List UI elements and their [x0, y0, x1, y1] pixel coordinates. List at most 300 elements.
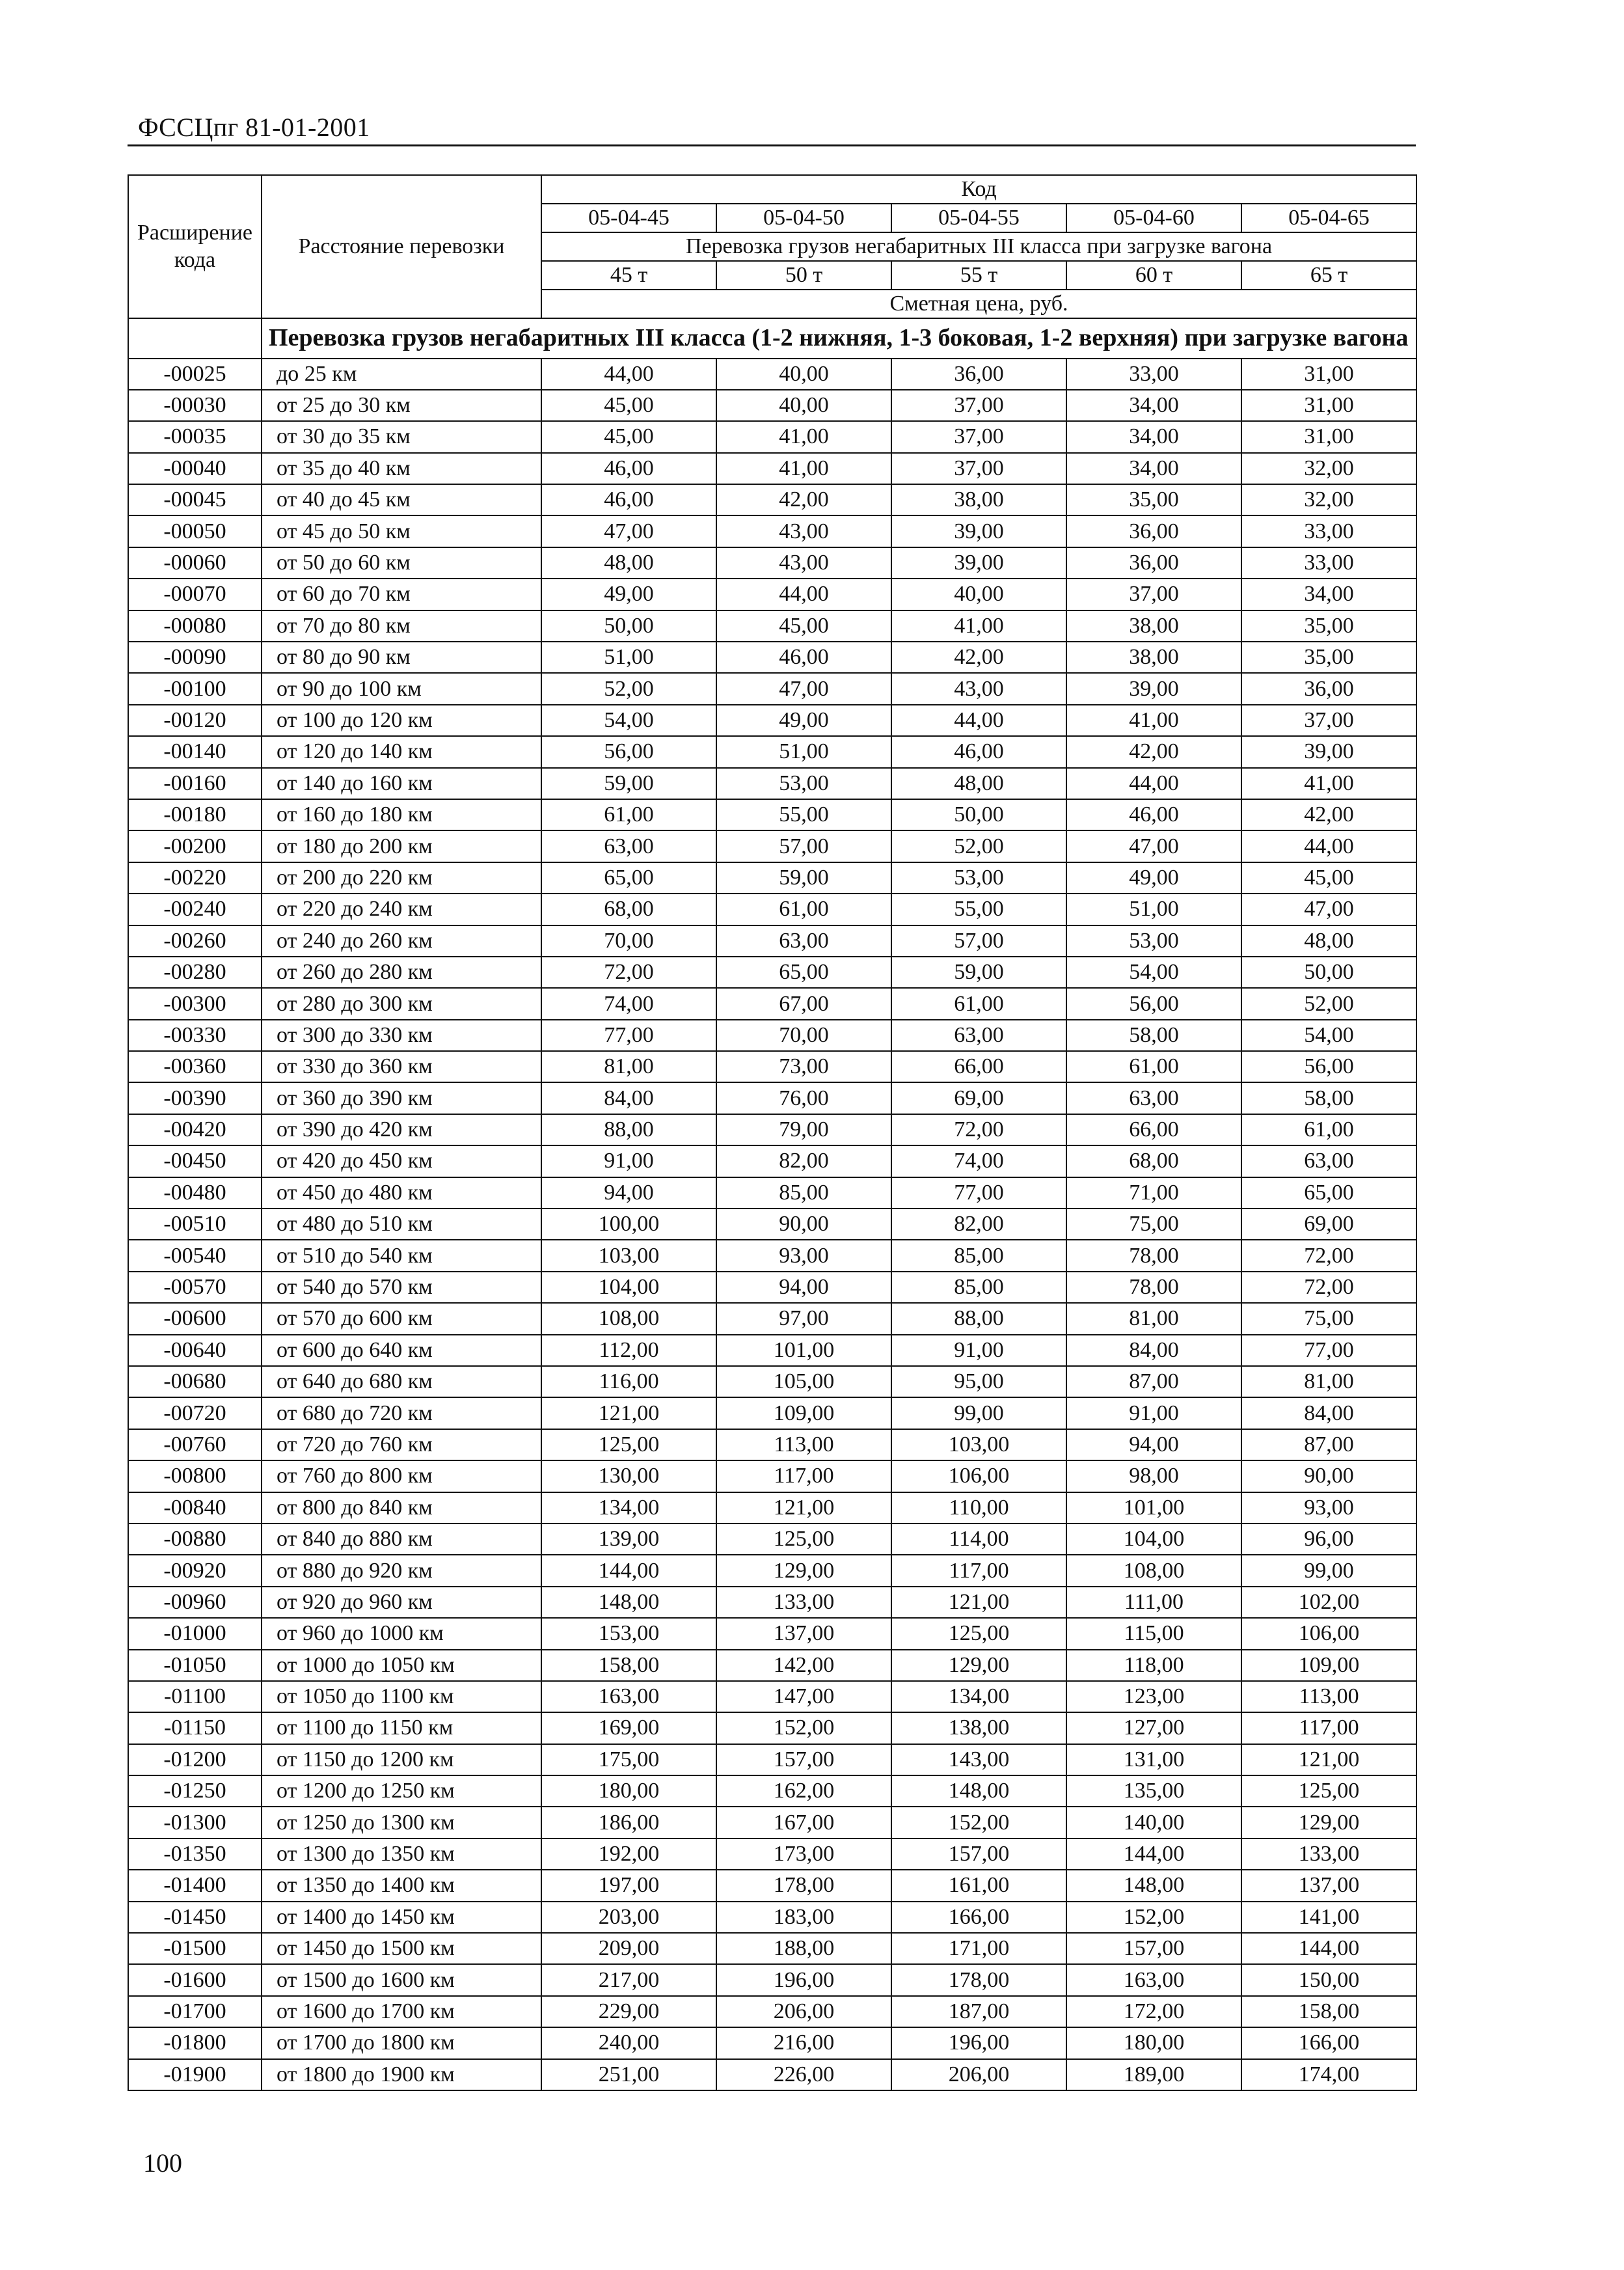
row-code: -00060 — [128, 547, 262, 579]
price-cell: 81,00 — [541, 1051, 716, 1082]
price-cell: 42,00 — [1066, 736, 1241, 767]
table-row — [128, 1429, 1416, 1460]
price-cell: 125,00 — [1241, 1775, 1416, 1807]
price-cell: 46,00 — [1066, 799, 1241, 830]
price-cell: 44,00 — [716, 579, 891, 610]
price-cell: 44,00 — [541, 359, 716, 390]
price-cell: 178,00 — [716, 1870, 891, 1901]
price-cell: 157,00 — [716, 1744, 891, 1775]
price-cell: 49,00 — [1066, 862, 1241, 894]
row-code: -00050 — [128, 515, 262, 547]
row-distance: от 330 до 360 км — [262, 1051, 541, 1082]
row-code: -00240 — [128, 894, 262, 925]
price-cell: 61,00 — [541, 799, 716, 830]
price-cell: 123,00 — [1066, 1681, 1241, 1712]
price-cell: 82,00 — [891, 1209, 1066, 1240]
price-cell: 90,00 — [716, 1209, 891, 1240]
price-cell: 106,00 — [891, 1460, 1066, 1492]
price-unit-header: Сметная цена, руб. — [541, 290, 1416, 318]
price-cell: 70,00 — [541, 925, 716, 957]
row-code: -00880 — [128, 1524, 262, 1555]
price-cell: 79,00 — [716, 1114, 891, 1145]
price-cell: 69,00 — [891, 1082, 1066, 1114]
price-cell: 144,00 — [1241, 1933, 1416, 1964]
price-cell: 129,00 — [1241, 1807, 1416, 1838]
price-cell: 84,00 — [1241, 1397, 1416, 1429]
price-cell: 41,00 — [1241, 768, 1416, 799]
row-code: -00510 — [128, 1209, 262, 1240]
row-distance: от 1600 до 1700 км — [262, 1996, 541, 2027]
table-row — [128, 1744, 1416, 1775]
page-number: 100 — [143, 2148, 182, 2178]
load-header: 65 т — [1241, 261, 1416, 290]
price-cell: 43,00 — [891, 673, 1066, 704]
price-cell: 47,00 — [716, 673, 891, 704]
row-distance: от 1800 до 1900 км — [262, 2059, 541, 2090]
price-cell: 101,00 — [716, 1335, 891, 1366]
price-cell: 158,00 — [1241, 1996, 1416, 2027]
price-cell: 78,00 — [1066, 1272, 1241, 1303]
price-cell: 162,00 — [716, 1775, 891, 1807]
price-cell: 229,00 — [541, 1996, 716, 2027]
price-cell: 61,00 — [1241, 1114, 1416, 1145]
price-cell: 51,00 — [1066, 894, 1241, 925]
price-cell: 152,00 — [1066, 1902, 1241, 1933]
price-cell: 38,00 — [1066, 610, 1241, 642]
price-cell: 112,00 — [541, 1335, 716, 1366]
price-cell: 121,00 — [1241, 1744, 1416, 1775]
price-cell: 87,00 — [1241, 1429, 1416, 1460]
price-cell: 166,00 — [891, 1902, 1066, 1933]
table-row — [128, 1272, 1416, 1303]
price-cell: 37,00 — [891, 453, 1066, 484]
price-cell: 166,00 — [1241, 2027, 1416, 2058]
price-cell: 59,00 — [716, 862, 891, 894]
row-code: -00140 — [128, 736, 262, 767]
table-row — [128, 862, 1416, 894]
price-cell: 148,00 — [1066, 1870, 1241, 1901]
price-cell: 53,00 — [891, 862, 1066, 894]
price-cell: 65,00 — [541, 862, 716, 894]
price-cell: 58,00 — [1066, 1020, 1241, 1051]
price-cell: 96,00 — [1241, 1524, 1416, 1555]
row-distance: от 25 до 30 км — [262, 390, 541, 421]
price-cell: 134,00 — [891, 1681, 1066, 1712]
price-cell: 173,00 — [716, 1839, 891, 1870]
price-cell: 65,00 — [716, 957, 891, 988]
price-cell: 103,00 — [891, 1429, 1066, 1460]
price-cell: 33,00 — [1241, 547, 1416, 579]
row-distance: от 90 до 100 км — [262, 673, 541, 704]
price-cell: 48,00 — [1241, 925, 1416, 957]
price-cell: 78,00 — [1066, 1240, 1241, 1271]
price-cell: 53,00 — [716, 768, 891, 799]
price-cell: 40,00 — [716, 359, 891, 390]
price-cell: 158,00 — [541, 1650, 716, 1681]
table-row — [128, 1335, 1416, 1366]
price-cell: 46,00 — [891, 736, 1066, 767]
table-row — [128, 1114, 1416, 1145]
column-header-extension: Расширение кода — [128, 175, 262, 318]
price-cell: 45,00 — [541, 390, 716, 421]
price-cell: 116,00 — [541, 1366, 716, 1397]
price-cell: 143,00 — [891, 1744, 1066, 1775]
price-cell: 77,00 — [891, 1177, 1066, 1209]
price-cell: 187,00 — [891, 1996, 1066, 2027]
price-cell: 183,00 — [716, 1902, 891, 1933]
price-cell: 111,00 — [1066, 1587, 1241, 1618]
price-cell: 153,00 — [541, 1618, 716, 1649]
table-row — [128, 799, 1416, 830]
table-row — [128, 421, 1416, 452]
price-cell: 121,00 — [541, 1397, 716, 1429]
price-cell: 101,00 — [1066, 1492, 1241, 1524]
row-distance: от 1500 до 1600 км — [262, 1964, 541, 1995]
row-code: -00100 — [128, 673, 262, 704]
price-cell: 114,00 — [891, 1524, 1066, 1555]
price-cell: 144,00 — [541, 1555, 716, 1586]
table-row — [128, 1209, 1416, 1240]
row-code: -00070 — [128, 579, 262, 610]
price-cell: 56,00 — [541, 736, 716, 767]
table-row — [128, 2027, 1416, 2058]
price-cell: 94,00 — [1066, 1429, 1241, 1460]
price-cell: 42,00 — [1241, 799, 1416, 830]
table-row — [128, 1618, 1416, 1649]
row-distance: от 960 до 1000 км — [262, 1618, 541, 1649]
price-cell: 196,00 — [891, 2027, 1066, 2058]
row-distance: от 390 до 420 км — [262, 1114, 541, 1145]
price-cell: 61,00 — [1066, 1051, 1241, 1082]
price-cell: 188,00 — [716, 1933, 891, 1964]
price-cell: 106,00 — [1241, 1618, 1416, 1649]
row-distance: от 480 до 510 км — [262, 1209, 541, 1240]
price-cell: 206,00 — [891, 2059, 1066, 2090]
price-cell: 85,00 — [891, 1240, 1066, 1271]
table-row — [128, 1839, 1416, 1870]
row-distance: от 280 до 300 км — [262, 988, 541, 1019]
table-row — [128, 484, 1416, 515]
row-distance: от 40 до 45 км — [262, 484, 541, 515]
row-distance: от 80 до 90 км — [262, 642, 541, 673]
price-cell: 37,00 — [891, 421, 1066, 452]
table-row — [128, 1366, 1416, 1397]
table-row — [128, 547, 1416, 579]
price-cell: 47,00 — [1241, 894, 1416, 925]
table-row — [128, 894, 1416, 925]
row-code: -00025 — [128, 359, 262, 390]
load-header: 60 т — [1066, 261, 1241, 290]
price-cell: 75,00 — [1241, 1303, 1416, 1334]
row-distance: от 45 до 50 км — [262, 515, 541, 547]
price-cell: 113,00 — [1241, 1681, 1416, 1712]
price-cell: 48,00 — [891, 768, 1066, 799]
price-cell: 109,00 — [1241, 1650, 1416, 1681]
row-code: -00360 — [128, 1051, 262, 1082]
row-distance: от 60 до 70 км — [262, 579, 541, 610]
price-cell: 91,00 — [541, 1145, 716, 1177]
row-code: -00180 — [128, 799, 262, 830]
table-row — [128, 957, 1416, 988]
table-row — [128, 2059, 1416, 2090]
price-cell: 40,00 — [891, 579, 1066, 610]
table-row — [128, 1524, 1416, 1555]
price-cell: 209,00 — [541, 1933, 716, 1964]
row-distance: от 160 до 180 км — [262, 799, 541, 830]
price-cell: 51,00 — [716, 736, 891, 767]
row-code: -01000 — [128, 1618, 262, 1649]
row-code: -01050 — [128, 1650, 262, 1681]
price-cell: 139,00 — [541, 1524, 716, 1555]
price-cell: 174,00 — [1241, 2059, 1416, 2090]
table-row — [128, 925, 1416, 957]
header-divider — [128, 144, 1416, 146]
row-distance: от 260 до 280 км — [262, 957, 541, 988]
row-code: -00330 — [128, 1020, 262, 1051]
table-header — [128, 175, 1416, 318]
price-cell: 63,00 — [1241, 1145, 1416, 1177]
price-cell: 152,00 — [891, 1807, 1066, 1838]
row-distance: от 1150 до 1200 км — [262, 1744, 541, 1775]
table-row — [128, 1177, 1416, 1209]
price-cell: 171,00 — [891, 1933, 1066, 1964]
table-row — [128, 988, 1416, 1019]
price-cell: 36,00 — [891, 359, 1066, 390]
table-row — [128, 610, 1416, 642]
price-cell: 47,00 — [541, 515, 716, 547]
row-distance: от 920 до 960 км — [262, 1587, 541, 1618]
price-cell: 84,00 — [541, 1082, 716, 1114]
price-cell: 58,00 — [1241, 1082, 1416, 1114]
price-cell: 61,00 — [891, 988, 1066, 1019]
table-row — [128, 1492, 1416, 1524]
price-cell: 49,00 — [541, 579, 716, 610]
price-cell: 57,00 — [891, 925, 1066, 957]
price-cell: 93,00 — [1241, 1492, 1416, 1524]
price-cell: 129,00 — [716, 1555, 891, 1586]
load-group-header: Перевозка грузов негабаритных III класса при загрузке вагона — [541, 232, 1416, 261]
row-code: -01150 — [128, 1712, 262, 1744]
price-cell: 51,00 — [541, 642, 716, 673]
row-code: -00840 — [128, 1492, 262, 1524]
price-cell: 217,00 — [541, 1964, 716, 1995]
price-cell: 125,00 — [716, 1524, 891, 1555]
code-header: 05-04-50 — [716, 204, 891, 232]
price-cell: 77,00 — [541, 1020, 716, 1051]
row-code: -01500 — [128, 1933, 262, 1964]
row-distance: от 1700 до 1800 км — [262, 2027, 541, 2058]
price-cell: 41,00 — [891, 610, 1066, 642]
row-distance: от 840 до 880 км — [262, 1524, 541, 1555]
price-cell: 167,00 — [716, 1807, 891, 1838]
price-cell: 85,00 — [716, 1177, 891, 1209]
price-cell: 53,00 — [1066, 925, 1241, 957]
table-row — [128, 1807, 1416, 1838]
table-row — [128, 1555, 1416, 1586]
price-cell: 203,00 — [541, 1902, 716, 1933]
table-row — [128, 1775, 1416, 1807]
price-cell: 40,00 — [716, 390, 891, 421]
price-cell: 206,00 — [716, 1996, 891, 2027]
row-distance: от 1300 до 1350 км — [262, 1839, 541, 1870]
row-code: -00960 — [128, 1587, 262, 1618]
price-cell: 31,00 — [1241, 390, 1416, 421]
section-title: Перевозка грузов негабаритных III класса (1-2 нижняя, 1-3 боковая, 1-2 верхняя) при загрузке вагона — [262, 318, 1416, 359]
column-header-distance: Расстояние перевозки — [262, 175, 541, 318]
price-cell: 180,00 — [541, 1775, 716, 1807]
row-code: -00090 — [128, 642, 262, 673]
price-cell: 54,00 — [541, 705, 716, 736]
price-cell: 108,00 — [541, 1303, 716, 1334]
price-cell: 98,00 — [1066, 1460, 1241, 1492]
price-cell: 39,00 — [891, 547, 1066, 579]
row-code: -01300 — [128, 1807, 262, 1838]
row-code: -00035 — [128, 421, 262, 452]
row-code: -00040 — [128, 453, 262, 484]
price-cell: 133,00 — [1241, 1839, 1416, 1870]
row-code: -01900 — [128, 2059, 262, 2090]
row-code: -01600 — [128, 1964, 262, 1995]
price-cell: 44,00 — [891, 705, 1066, 736]
price-cell: 39,00 — [1066, 673, 1241, 704]
row-code: -00720 — [128, 1397, 262, 1429]
price-cell: 41,00 — [1066, 705, 1241, 736]
row-distance: от 880 до 920 км — [262, 1555, 541, 1586]
price-cell: 52,00 — [541, 673, 716, 704]
price-cell: 117,00 — [716, 1460, 891, 1492]
price-cell: 186,00 — [541, 1807, 716, 1838]
price-cell: 66,00 — [1066, 1114, 1241, 1145]
table-row — [128, 642, 1416, 673]
row-distance: до 25 км — [262, 359, 541, 390]
price-cell: 38,00 — [891, 484, 1066, 515]
price-cell: 105,00 — [716, 1366, 891, 1397]
row-distance: от 100 до 120 км — [262, 705, 541, 736]
row-code: -00450 — [128, 1145, 262, 1177]
price-cell: 240,00 — [541, 2027, 716, 2058]
price-cell: 37,00 — [1241, 705, 1416, 736]
row-distance: от 1250 до 1300 км — [262, 1807, 541, 1838]
row-distance: от 640 до 680 км — [262, 1366, 541, 1397]
price-cell: 38,00 — [1066, 642, 1241, 673]
price-cell: 71,00 — [1066, 1177, 1241, 1209]
price-cell: 66,00 — [891, 1051, 1066, 1082]
row-distance: от 570 до 600 км — [262, 1303, 541, 1334]
price-cell: 33,00 — [1241, 515, 1416, 547]
price-cell: 81,00 — [1066, 1303, 1241, 1334]
price-cell: 97,00 — [716, 1303, 891, 1334]
row-code: -00160 — [128, 768, 262, 799]
price-cell: 41,00 — [716, 421, 891, 452]
price-cell: 94,00 — [541, 1177, 716, 1209]
price-cell: 88,00 — [541, 1114, 716, 1145]
price-cell: 103,00 — [541, 1240, 716, 1271]
row-code: -01800 — [128, 2027, 262, 2058]
price-cell: 72,00 — [1241, 1240, 1416, 1271]
price-cell: 50,00 — [1241, 957, 1416, 988]
code-header: 05-04-60 — [1066, 204, 1241, 232]
price-cell: 104,00 — [1066, 1524, 1241, 1555]
row-code: -00260 — [128, 925, 262, 957]
price-cell: 59,00 — [891, 957, 1066, 988]
price-cell: 94,00 — [716, 1272, 891, 1303]
row-distance: от 360 до 390 км — [262, 1082, 541, 1114]
table-row — [128, 1870, 1416, 1901]
price-cell: 81,00 — [1241, 1366, 1416, 1397]
price-cell: 85,00 — [891, 1272, 1066, 1303]
row-code: -01100 — [128, 1681, 262, 1712]
price-cell: 129,00 — [891, 1650, 1066, 1681]
price-cell: 113,00 — [716, 1429, 891, 1460]
row-distance: от 1400 до 1450 км — [262, 1902, 541, 1933]
row-distance: от 220 до 240 км — [262, 894, 541, 925]
table-row — [128, 705, 1416, 736]
price-cell: 147,00 — [716, 1681, 891, 1712]
table-row — [128, 768, 1416, 799]
price-cell: 44,00 — [1241, 830, 1416, 862]
table-body — [128, 318, 1416, 2090]
price-cell: 46,00 — [541, 484, 716, 515]
row-distance: от 1000 до 1050 км — [262, 1650, 541, 1681]
price-cell: 43,00 — [716, 515, 891, 547]
price-cell: 121,00 — [891, 1587, 1066, 1618]
price-cell: 63,00 — [1066, 1082, 1241, 1114]
price-cell: 34,00 — [1066, 453, 1241, 484]
code-header: 05-04-65 — [1241, 204, 1416, 232]
row-code: -00680 — [128, 1366, 262, 1397]
price-cell: 91,00 — [891, 1335, 1066, 1366]
row-code: -01200 — [128, 1744, 262, 1775]
row-code: -00080 — [128, 610, 262, 642]
table-row — [128, 390, 1416, 421]
price-cell: 127,00 — [1066, 1712, 1241, 1744]
price-cell: 33,00 — [1066, 359, 1241, 390]
price-cell: 63,00 — [541, 830, 716, 862]
row-distance: от 540 до 570 км — [262, 1272, 541, 1303]
price-cell: 72,00 — [891, 1114, 1066, 1145]
price-cell: 68,00 — [1066, 1145, 1241, 1177]
load-header: 55 т — [891, 261, 1066, 290]
row-code: -00030 — [128, 390, 262, 421]
row-code: -00570 — [128, 1272, 262, 1303]
price-cell: 52,00 — [1241, 988, 1416, 1019]
price-cell: 134,00 — [541, 1492, 716, 1524]
price-cell: 45,00 — [716, 610, 891, 642]
row-code: -00920 — [128, 1555, 262, 1586]
price-cell: 197,00 — [541, 1870, 716, 1901]
price-cell: 172,00 — [1066, 1996, 1241, 2027]
price-cell: 32,00 — [1241, 453, 1416, 484]
price-cell: 148,00 — [541, 1587, 716, 1618]
price-cell: 157,00 — [891, 1839, 1066, 1870]
row-code: -00200 — [128, 830, 262, 862]
row-code: -00280 — [128, 957, 262, 988]
code-header: 05-04-55 — [891, 204, 1066, 232]
price-cell: 95,00 — [891, 1366, 1066, 1397]
price-cell: 39,00 — [891, 515, 1066, 547]
row-distance: от 70 до 80 км — [262, 610, 541, 642]
price-cell: 59,00 — [541, 768, 716, 799]
price-cell: 70,00 — [716, 1020, 891, 1051]
price-cell: 34,00 — [1066, 390, 1241, 421]
price-cell: 77,00 — [1241, 1335, 1416, 1366]
price-cell: 82,00 — [716, 1145, 891, 1177]
price-cell: 35,00 — [1241, 610, 1416, 642]
price-cell: 50,00 — [891, 799, 1066, 830]
price-cell: 43,00 — [716, 547, 891, 579]
price-cell: 133,00 — [716, 1587, 891, 1618]
price-cell: 109,00 — [716, 1397, 891, 1429]
